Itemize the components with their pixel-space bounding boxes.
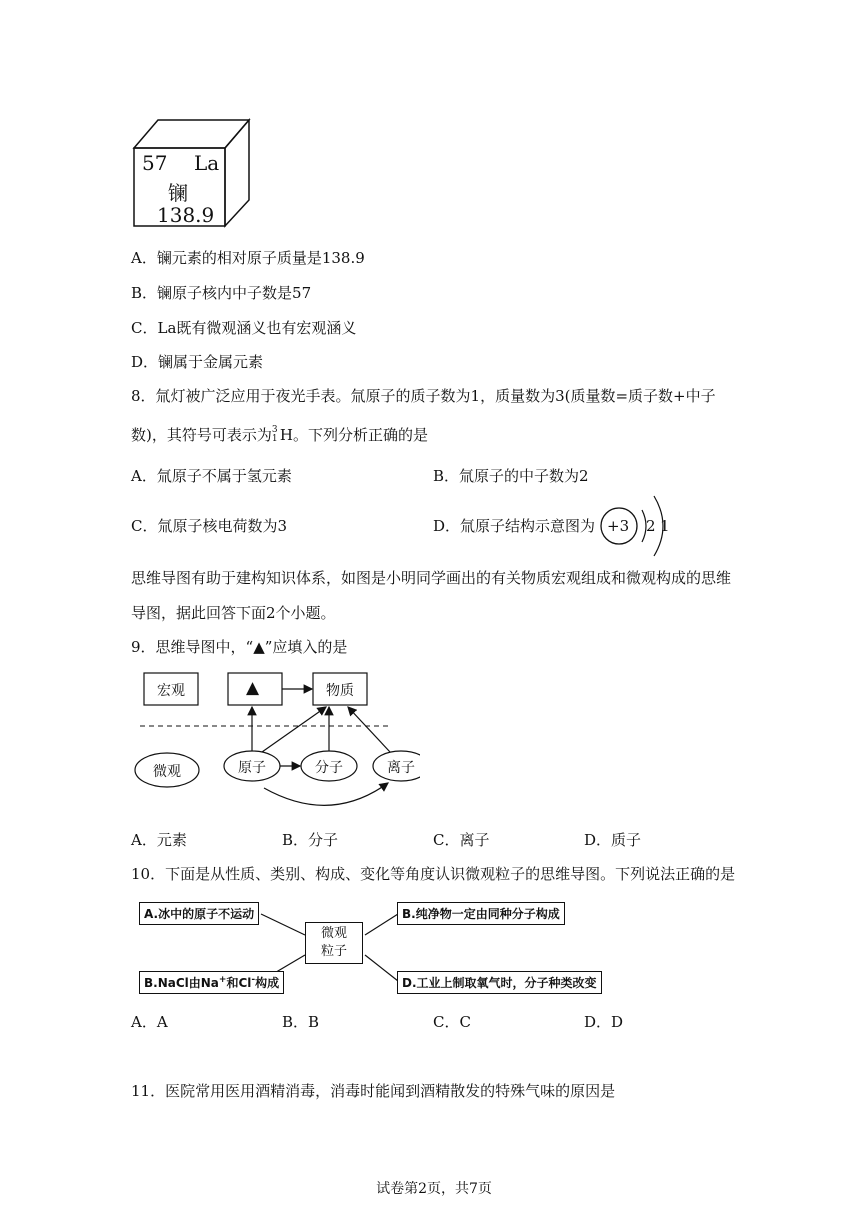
shell1-electrons: 2 [646, 517, 656, 535]
ion-label: 离子 [387, 760, 415, 776]
isotope-atomic-number: 1 [271, 434, 278, 444]
page-footer: 试卷第2页，共7页 [376, 1181, 492, 1197]
q10-node-b: B.纯净物一定由同种分子构成 [397, 902, 565, 925]
q8-option-c: C．氚原子核电荷数为3 [131, 517, 288, 535]
chloride-ion-charge: - [251, 975, 256, 985]
q7-option-d: D．镧属于金属元素 [131, 353, 264, 371]
q10-node-c [139, 971, 284, 994]
q9-option-d: D．质子 [584, 831, 642, 849]
q10-node-d: D.工业上制取氧气时，分子种类改变 [397, 971, 602, 994]
q7-option-a: A．镧元素的相对原子质量是138.9 [131, 249, 365, 267]
q9-option-b: B．分子 [282, 831, 339, 849]
intro-line2: 导图，据此回答下面2个小题。 [131, 604, 336, 622]
q10-node-c-suffix: 构成 [255, 976, 280, 990]
micro-label: 微观 [153, 764, 181, 780]
q10-stem: 10．下面是从性质、类别、构成、变化等角度认识微观粒子的思维导图。下列说法正确的是 [131, 865, 736, 883]
q9-option-a: A．元素 [131, 831, 187, 849]
q10-node-c-mid: 和Cl [226, 976, 252, 990]
q10-node-c-prefix: B.NaCl由Na [144, 976, 219, 990]
q9-mind-map [130, 665, 420, 830]
q10-option-b: B．B [282, 1013, 320, 1031]
q8-stem-text-after: H。下列分析正确的是 [279, 426, 428, 444]
element-mass: 138.9 [157, 203, 215, 227]
isotope-mass-number: 3 [271, 425, 278, 435]
atom-label: 原子 [238, 760, 266, 776]
q10-node-a: A.冰中的原子不运动 [139, 902, 259, 925]
shell2-electrons: 1 [660, 517, 670, 535]
q8-stem-text: 数)，其符号可表示为 [131, 426, 272, 444]
q10-option-d: D．D [584, 1013, 624, 1031]
q8-stem-line2 [131, 425, 428, 445]
intro-line1: 思维导图有助于建构知识体系，如图是小明同学画出的有关物质宏观组成和微观构成的思维 [131, 569, 732, 587]
molecule-label: 分子 [315, 760, 343, 776]
q8-option-a: A．氚原子不属于氢元素 [131, 467, 292, 485]
macro-label: 宏观 [157, 683, 185, 699]
q9-stem: 9．思维导图中，“▲”应填入的是 [131, 638, 348, 656]
sodium-ion-charge: + [218, 975, 227, 985]
triangle-placeholder: ▲ [246, 678, 260, 698]
center-line2: 粒子 [320, 944, 347, 959]
q7-option-b: B．镧原子核内中子数是57 [131, 284, 312, 302]
q10-option-a: A．A [131, 1013, 168, 1031]
element-symbol: La [194, 151, 220, 175]
q8-stem-line1: 8．氚灯被广泛应用于夜光手表。氚原子的质子数为1，质量数为3(质量数=质子数+中子 [131, 387, 716, 405]
center-line1: 微观 [320, 926, 347, 941]
q8-option-b: B．氚原子的中子数为2 [433, 467, 589, 485]
q11-stem: 11．医院常用医用酒精消毒，消毒时能闻到酒精散发的特殊气味的原因是 [131, 1082, 616, 1100]
q10-center-node [305, 922, 363, 964]
q10-option-c: C．C [433, 1013, 471, 1031]
q7-option-c: C．La既有微观涵义也有宏观涵义 [131, 319, 357, 337]
tritium-symbol-scripts [272, 425, 280, 445]
atom-structure-diagram [598, 490, 678, 560]
element-atomic-number: 57 [142, 151, 168, 175]
substance-label: 物质 [326, 683, 354, 699]
q10-mind-map [135, 895, 615, 1000]
nucleus-charge: +3 [607, 517, 630, 535]
q9-option-c: C．离子 [433, 831, 490, 849]
element-name: 镧 [168, 181, 188, 205]
element-card [130, 115, 255, 230]
q8-option-d: D．氚原子结构示意图为 [433, 517, 596, 535]
